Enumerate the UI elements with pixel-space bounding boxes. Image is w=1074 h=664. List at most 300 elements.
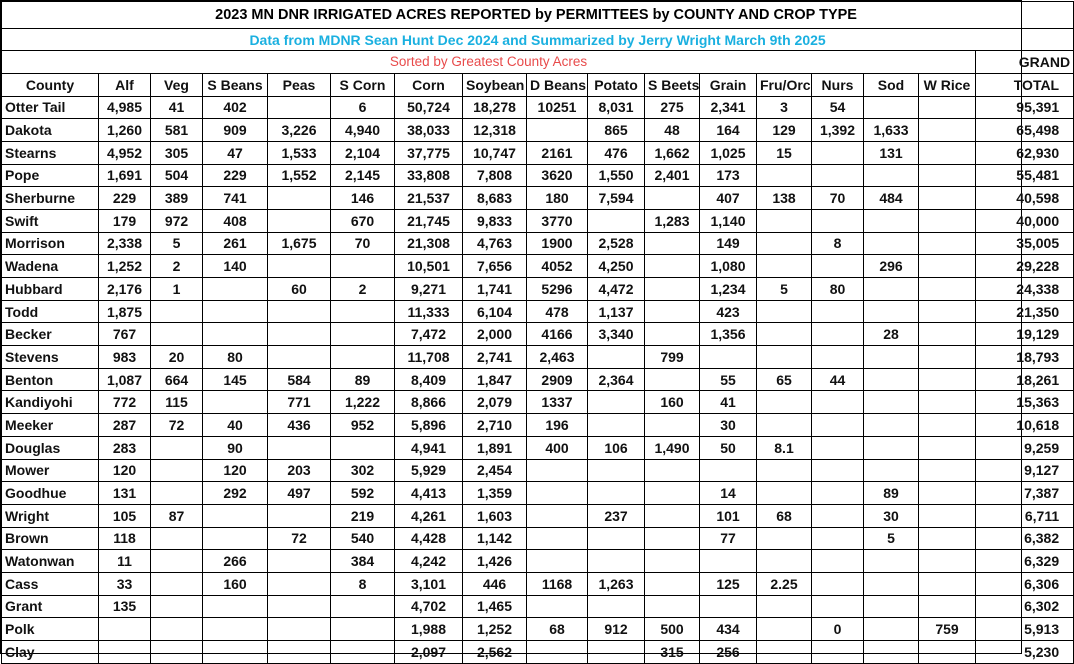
county-cell: Cass	[2, 572, 99, 595]
value-cell: 592	[331, 482, 395, 505]
value-cell	[331, 323, 395, 346]
value-cell: 7,656	[463, 255, 527, 278]
value-cell	[151, 436, 203, 459]
value-cell: 131	[864, 141, 919, 164]
value-cell	[268, 572, 331, 595]
value-cell: 87	[151, 504, 203, 527]
value-cell	[645, 482, 700, 505]
value-cell: 1,392	[812, 119, 864, 142]
value-cell: 581	[151, 119, 203, 142]
value-cell	[919, 278, 976, 301]
value-cell: 1,356	[700, 323, 757, 346]
value-cell: 38,033	[395, 119, 463, 142]
value-cell	[203, 391, 268, 414]
value-cell	[700, 459, 757, 482]
county-cell: Becker	[2, 323, 99, 346]
value-cell: 767	[99, 323, 151, 346]
value-cell	[919, 323, 976, 346]
value-cell	[812, 641, 864, 664]
value-cell	[203, 278, 268, 301]
value-cell: 18,278	[463, 96, 527, 119]
table-row	[2, 527, 1074, 550]
value-cell: 1,533	[268, 141, 331, 164]
value-cell: 2,401	[645, 164, 700, 187]
value-cell	[268, 595, 331, 618]
value-cell	[919, 595, 976, 618]
value-cell: 203	[268, 459, 331, 482]
value-cell	[645, 527, 700, 550]
value-cell	[757, 595, 812, 618]
value-cell: 135	[99, 595, 151, 618]
value-cell	[919, 641, 976, 664]
value-cell	[331, 346, 395, 369]
county-cell: Mower	[2, 459, 99, 482]
value-cell	[645, 255, 700, 278]
value-cell	[645, 414, 700, 437]
county-cell: Stearns	[2, 141, 99, 164]
value-cell: 1,465	[463, 595, 527, 618]
value-cell	[151, 572, 203, 595]
value-cell	[757, 255, 812, 278]
total-cell: 5,913	[976, 618, 1074, 641]
value-cell	[151, 618, 203, 641]
value-cell: 772	[99, 391, 151, 414]
value-cell: 1,552	[268, 164, 331, 187]
value-cell: 80	[203, 346, 268, 369]
total-cell: 9,127	[976, 459, 1074, 482]
value-cell: 3	[757, 96, 812, 119]
table-row	[2, 504, 1074, 527]
table-row	[2, 391, 1074, 414]
value-cell: 77	[700, 527, 757, 550]
value-cell	[757, 459, 812, 482]
value-cell: 1,137	[588, 300, 645, 323]
value-cell	[864, 346, 919, 369]
value-cell	[864, 164, 919, 187]
value-cell	[203, 527, 268, 550]
value-cell	[331, 300, 395, 323]
value-cell: 3,101	[395, 572, 463, 595]
value-cell: 11	[99, 550, 151, 573]
value-cell	[99, 641, 151, 664]
value-cell	[645, 572, 700, 595]
value-cell: 2,463	[527, 346, 588, 369]
value-cell: 80	[812, 278, 864, 301]
value-cell: 2,338	[99, 232, 151, 255]
value-cell: 50,724	[395, 96, 463, 119]
value-cell: 8	[331, 572, 395, 595]
value-cell: 65	[757, 368, 812, 391]
value-cell: 2909	[527, 368, 588, 391]
table-row	[2, 119, 1074, 142]
value-cell: 125	[700, 572, 757, 595]
value-cell	[645, 323, 700, 346]
table-row	[2, 414, 1074, 437]
value-cell	[645, 368, 700, 391]
value-cell	[812, 504, 864, 527]
value-cell: 500	[645, 618, 700, 641]
value-cell: 1	[151, 278, 203, 301]
column-header: Nurs	[812, 73, 864, 96]
value-cell	[919, 255, 976, 278]
value-cell	[527, 641, 588, 664]
value-cell: 6	[331, 96, 395, 119]
value-cell	[645, 459, 700, 482]
total-cell: 5,230	[976, 641, 1074, 664]
value-cell: 164	[700, 119, 757, 142]
value-cell: 72	[151, 414, 203, 437]
value-cell	[864, 618, 919, 641]
value-cell	[864, 572, 919, 595]
value-cell	[919, 96, 976, 119]
value-cell	[331, 436, 395, 459]
value-cell	[864, 368, 919, 391]
value-cell: 28	[864, 323, 919, 346]
total-cell: 6,302	[976, 595, 1074, 618]
value-cell	[919, 482, 976, 505]
value-cell: 476	[588, 141, 645, 164]
value-cell: 292	[203, 482, 268, 505]
value-cell	[919, 164, 976, 187]
value-cell	[203, 595, 268, 618]
value-cell	[919, 504, 976, 527]
county-cell: Benton	[2, 368, 99, 391]
value-cell: 8,683	[463, 187, 527, 210]
value-cell: 2,528	[588, 232, 645, 255]
value-cell: 237	[588, 504, 645, 527]
value-cell	[588, 414, 645, 437]
value-cell	[645, 550, 700, 573]
value-cell: 2,079	[463, 391, 527, 414]
total-cell: 29,228	[976, 255, 1074, 278]
value-cell: 407	[700, 187, 757, 210]
value-cell: 1,875	[99, 300, 151, 323]
value-cell: 8,031	[588, 96, 645, 119]
value-cell: 384	[331, 550, 395, 573]
value-cell	[268, 209, 331, 232]
value-cell: 90	[203, 436, 268, 459]
value-cell: 315	[645, 641, 700, 664]
value-cell: 50	[700, 436, 757, 459]
value-cell: 4,702	[395, 595, 463, 618]
value-cell: 47	[203, 141, 268, 164]
value-cell: 1,675	[268, 232, 331, 255]
value-cell	[588, 459, 645, 482]
value-cell: 2,741	[463, 346, 527, 369]
total-cell: 6,711	[976, 504, 1074, 527]
value-cell	[588, 482, 645, 505]
value-cell: 2,145	[331, 164, 395, 187]
value-cell: 6,104	[463, 300, 527, 323]
value-cell	[645, 504, 700, 527]
value-cell	[645, 187, 700, 210]
value-cell: 4,428	[395, 527, 463, 550]
value-cell: 129	[757, 119, 812, 142]
value-cell: 275	[645, 96, 700, 119]
value-cell: 4,250	[588, 255, 645, 278]
value-cell: 1,490	[645, 436, 700, 459]
value-cell: 180	[527, 187, 588, 210]
value-cell: 3,226	[268, 119, 331, 142]
value-cell: 1,234	[700, 278, 757, 301]
value-cell	[919, 232, 976, 255]
value-cell: 146	[331, 187, 395, 210]
value-cell: 8.1	[757, 436, 812, 459]
value-cell: 1,426	[463, 550, 527, 573]
value-cell: 296	[864, 255, 919, 278]
value-cell	[757, 414, 812, 437]
county-cell: Wright	[2, 504, 99, 527]
value-cell	[812, 550, 864, 573]
value-cell: 436	[268, 414, 331, 437]
value-cell	[757, 232, 812, 255]
value-cell: 266	[203, 550, 268, 573]
county-cell: Stevens	[2, 346, 99, 369]
value-cell: 21,537	[395, 187, 463, 210]
column-header: S Beans	[203, 73, 268, 96]
value-cell	[588, 391, 645, 414]
total-cell: 62,930	[976, 141, 1074, 164]
value-cell	[527, 550, 588, 573]
value-cell	[919, 459, 976, 482]
value-cell: 1,283	[645, 209, 700, 232]
value-cell: 1,222	[331, 391, 395, 414]
value-cell	[812, 527, 864, 550]
value-cell: 1,025	[700, 141, 757, 164]
value-cell	[268, 641, 331, 664]
table-row	[2, 164, 1074, 187]
county-cell: Dakota	[2, 119, 99, 142]
value-cell	[588, 595, 645, 618]
value-cell	[151, 527, 203, 550]
total-cell: 40,000	[976, 209, 1074, 232]
value-cell	[919, 414, 976, 437]
county-cell: Pope	[2, 164, 99, 187]
value-cell: 1,263	[588, 572, 645, 595]
value-cell	[919, 550, 976, 573]
value-cell	[812, 482, 864, 505]
value-cell: 8,866	[395, 391, 463, 414]
table-row	[2, 368, 1074, 391]
county-cell: Kandiyohi	[2, 391, 99, 414]
value-cell: 3620	[527, 164, 588, 187]
value-cell: 402	[203, 96, 268, 119]
value-cell	[812, 459, 864, 482]
value-cell	[700, 550, 757, 573]
value-cell: 1,260	[99, 119, 151, 142]
county-cell: Clay	[2, 641, 99, 664]
value-cell: 2	[331, 278, 395, 301]
value-cell: 389	[151, 187, 203, 210]
value-cell	[268, 255, 331, 278]
table-row	[2, 550, 1074, 573]
value-cell: 983	[99, 346, 151, 369]
value-cell	[757, 482, 812, 505]
value-cell	[203, 323, 268, 346]
value-cell: 101	[700, 504, 757, 527]
value-cell	[812, 346, 864, 369]
value-cell	[151, 641, 203, 664]
value-cell: 478	[527, 300, 588, 323]
value-cell	[757, 618, 812, 641]
value-cell	[757, 391, 812, 414]
value-cell: 179	[99, 209, 151, 232]
table-row	[2, 641, 1074, 664]
value-cell	[527, 527, 588, 550]
value-cell	[99, 618, 151, 641]
value-cell	[919, 141, 976, 164]
value-cell: 446	[463, 572, 527, 595]
value-cell: 1,550	[588, 164, 645, 187]
value-cell: 287	[99, 414, 151, 437]
value-cell: 741	[203, 187, 268, 210]
county-cell: Otter Tail	[2, 96, 99, 119]
value-cell: 865	[588, 119, 645, 142]
value-cell: 219	[331, 504, 395, 527]
column-header: Potato	[588, 73, 645, 96]
value-cell	[203, 641, 268, 664]
value-cell: 912	[588, 618, 645, 641]
value-cell: 1,142	[463, 527, 527, 550]
value-cell: 120	[203, 459, 268, 482]
value-cell	[812, 595, 864, 618]
value-cell: 44	[812, 368, 864, 391]
value-cell	[527, 595, 588, 618]
value-cell	[864, 232, 919, 255]
table-row	[2, 255, 1074, 278]
table-row	[2, 595, 1074, 618]
value-cell: 2,341	[700, 96, 757, 119]
value-cell	[588, 346, 645, 369]
column-header: County	[2, 73, 99, 96]
value-cell	[919, 119, 976, 142]
value-cell: 1,087	[99, 368, 151, 391]
column-header: Soybean	[463, 73, 527, 96]
value-cell	[864, 414, 919, 437]
value-cell: 11,708	[395, 346, 463, 369]
value-cell: 4,985	[99, 96, 151, 119]
value-cell	[757, 641, 812, 664]
value-cell	[151, 323, 203, 346]
value-cell: 670	[331, 209, 395, 232]
value-cell	[757, 300, 812, 323]
value-cell: 1168	[527, 572, 588, 595]
total-cell: 15,363	[976, 391, 1074, 414]
value-cell: 5	[757, 278, 812, 301]
value-cell: 138	[757, 187, 812, 210]
value-cell: 7,472	[395, 323, 463, 346]
table-row	[2, 96, 1074, 119]
value-cell: 8,409	[395, 368, 463, 391]
value-cell	[757, 209, 812, 232]
value-cell	[527, 459, 588, 482]
value-cell	[645, 595, 700, 618]
value-cell	[864, 641, 919, 664]
value-cell: 283	[99, 436, 151, 459]
county-cell: Hubbard	[2, 278, 99, 301]
value-cell: 33,808	[395, 164, 463, 187]
value-cell: 10,501	[395, 255, 463, 278]
value-cell: 10251	[527, 96, 588, 119]
value-cell	[268, 300, 331, 323]
value-cell: 1,691	[99, 164, 151, 187]
value-cell: 229	[99, 187, 151, 210]
value-cell	[864, 436, 919, 459]
value-cell	[331, 595, 395, 618]
total-cell: 24,338	[976, 278, 1074, 301]
column-header: Grain	[700, 73, 757, 96]
value-cell: 2,176	[99, 278, 151, 301]
value-cell: 1900	[527, 232, 588, 255]
table-row	[2, 278, 1074, 301]
value-cell	[151, 459, 203, 482]
value-cell	[864, 595, 919, 618]
value-cell	[812, 414, 864, 437]
county-cell: Swift	[2, 209, 99, 232]
value-cell	[645, 232, 700, 255]
value-cell: 2,364	[588, 368, 645, 391]
table-row	[2, 436, 1074, 459]
value-cell: 5	[864, 527, 919, 550]
value-cell	[268, 187, 331, 210]
value-cell: 909	[203, 119, 268, 142]
total-cell: 55,481	[976, 164, 1074, 187]
value-cell: 89	[864, 482, 919, 505]
value-cell: 305	[151, 141, 203, 164]
value-cell: 1,080	[700, 255, 757, 278]
value-cell	[268, 618, 331, 641]
value-cell	[588, 527, 645, 550]
column-header: Corn	[395, 73, 463, 96]
value-cell: 2,454	[463, 459, 527, 482]
total-cell: 6,329	[976, 550, 1074, 573]
value-cell	[151, 482, 203, 505]
value-cell: 4,242	[395, 550, 463, 573]
value-cell	[331, 618, 395, 641]
value-cell: 2,000	[463, 323, 527, 346]
value-cell	[812, 572, 864, 595]
value-cell: 540	[331, 527, 395, 550]
column-header: D Beans	[527, 73, 588, 96]
value-cell	[203, 618, 268, 641]
value-cell	[203, 300, 268, 323]
value-cell	[919, 527, 976, 550]
value-cell: 10,747	[463, 141, 527, 164]
value-cell: 261	[203, 232, 268, 255]
value-cell: 1,891	[463, 436, 527, 459]
column-header: Alf	[99, 73, 151, 96]
table-row	[2, 618, 1074, 641]
total-cell: 35,005	[976, 232, 1074, 255]
value-cell	[919, 300, 976, 323]
total-cell: 40,598	[976, 187, 1074, 210]
value-cell: 40	[203, 414, 268, 437]
value-cell: 1,359	[463, 482, 527, 505]
value-cell: 30	[700, 414, 757, 437]
value-cell	[527, 119, 588, 142]
value-cell	[527, 504, 588, 527]
value-cell: 771	[268, 391, 331, 414]
value-cell: 5296	[527, 278, 588, 301]
county-cell: Sherburne	[2, 187, 99, 210]
value-cell	[757, 550, 812, 573]
value-cell: 1,741	[463, 278, 527, 301]
value-cell	[812, 323, 864, 346]
value-cell: 21,308	[395, 232, 463, 255]
grand-label: GRAND	[976, 51, 1074, 74]
value-cell: 20	[151, 346, 203, 369]
value-cell	[645, 300, 700, 323]
